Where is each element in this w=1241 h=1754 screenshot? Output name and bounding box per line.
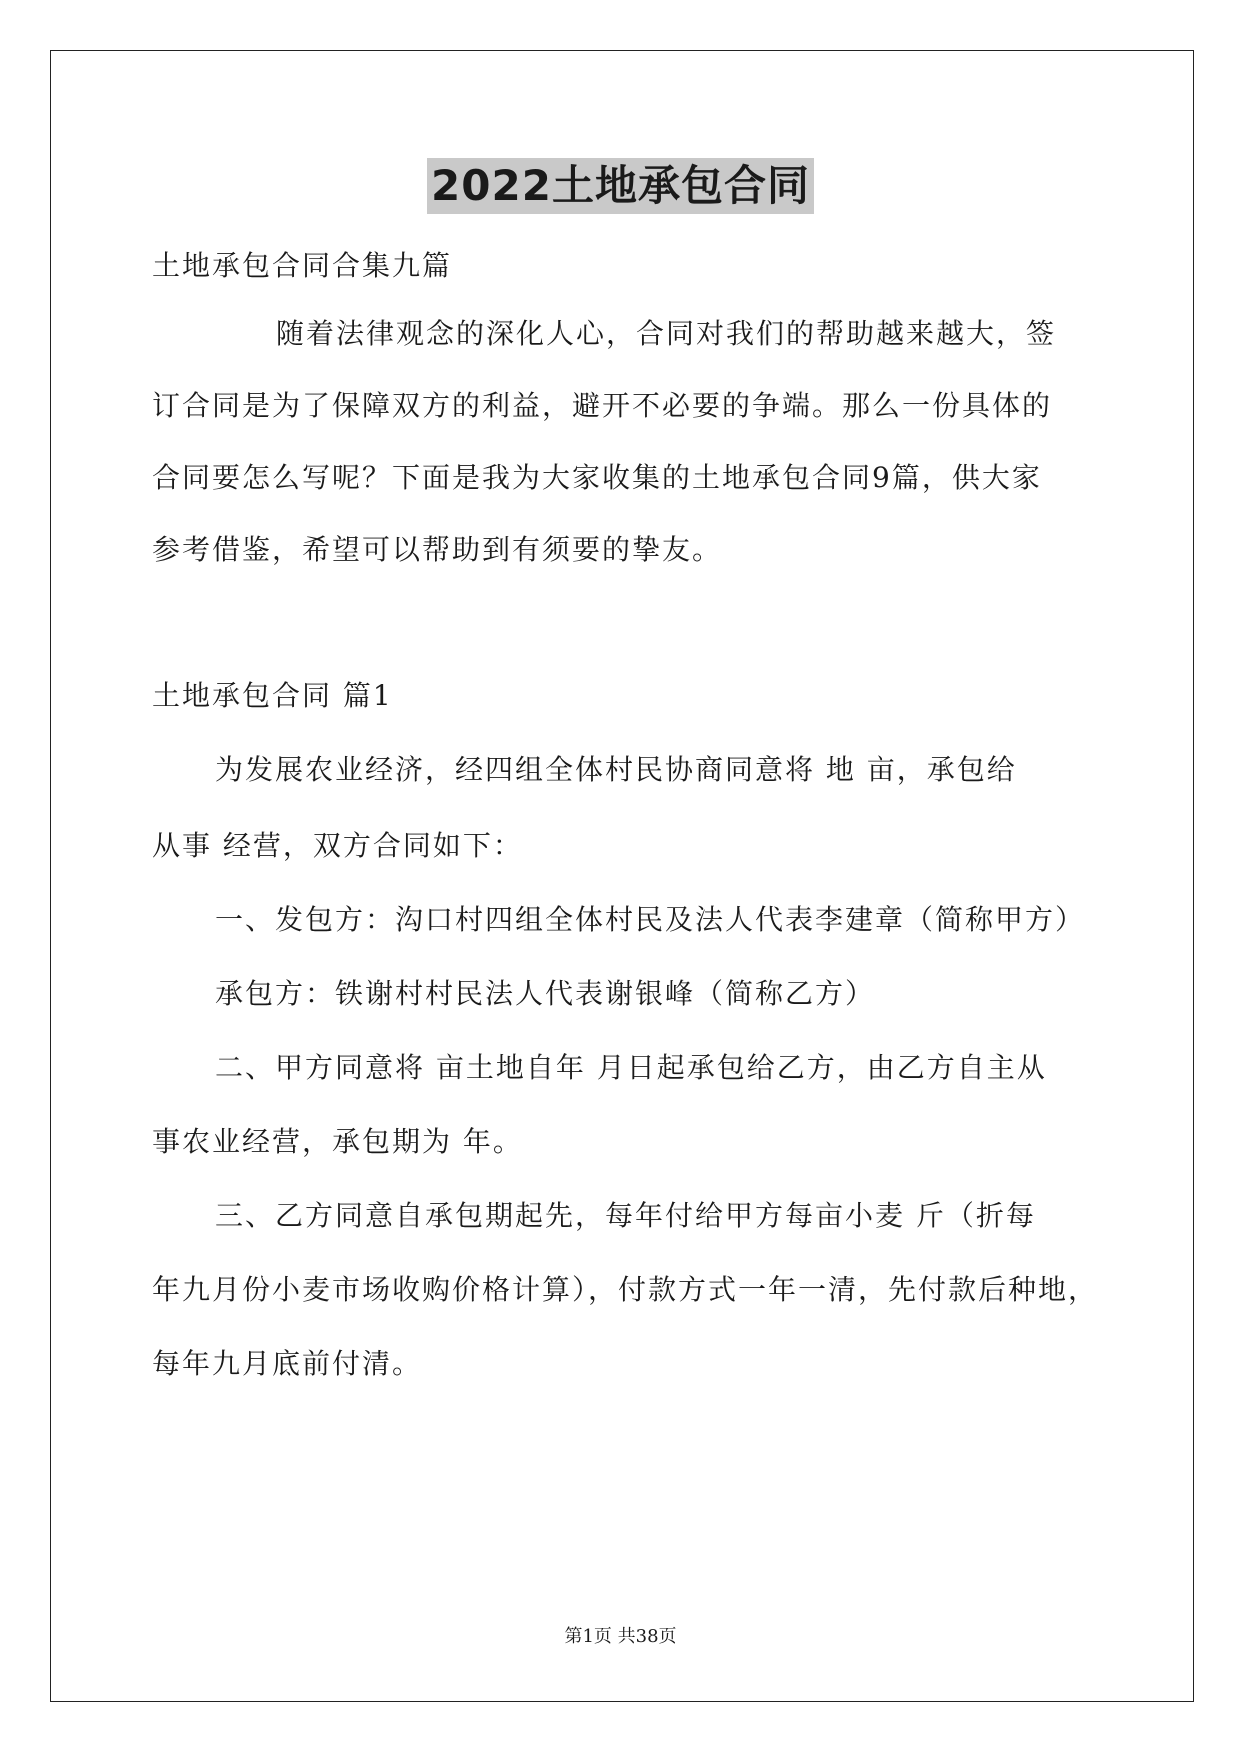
intro-line: 合同要怎么写呢？下面是我为大家收集的土地承包合同9篇，供大家 xyxy=(152,461,1042,494)
body-line: 年九月份小麦市场收购价格计算），付款方式一年一清，先付款后种地， xyxy=(152,1273,1099,1306)
body-line: 三、乙方同意自承包期起先，每年付给甲方每亩小麦 斤（折每 xyxy=(215,1199,1036,1232)
body-line: 为发展农业经济，经四组全体村民协商同意将 地 亩，承包给 xyxy=(215,753,1017,786)
intro-line: 参考借鉴，希望可以帮助到有须要的挚友。 xyxy=(152,533,723,566)
body-line: 从事 经营，双方合同如下： xyxy=(152,829,523,862)
intro-line: 订合同是为了保障双方的利益，避开不必要的争端。那么一份具体的 xyxy=(152,389,1053,422)
body-line: 二、甲方同意将 亩土地自年 月日起承包给乙方，由乙方自主从 xyxy=(215,1051,1047,1084)
title-container xyxy=(0,158,1241,214)
page-border xyxy=(50,50,1194,1702)
section-heading: 土地承包合同 篇1 xyxy=(152,679,393,712)
intro-line: 随着法律观念的深化人心，合同对我们的帮助越来越大，签 xyxy=(276,317,1057,350)
page-footer: 第1页 共38页 xyxy=(564,1626,677,1647)
body-line: 每年九月底前付清。 xyxy=(152,1347,423,1380)
body-line: 一、发包方：沟口村四组全体村民及法人代表李建章（简称甲方） xyxy=(215,903,1086,936)
body-line: 承包方：铁谢村村民法人代表谢银峰（简称乙方） xyxy=(215,977,876,1010)
body-line: 事农业经营，承包期为 年。 xyxy=(152,1125,523,1158)
document-subtitle: 土地承包合同合集九篇 xyxy=(152,249,453,282)
document-title: 2022土地承包合同 xyxy=(427,158,814,214)
